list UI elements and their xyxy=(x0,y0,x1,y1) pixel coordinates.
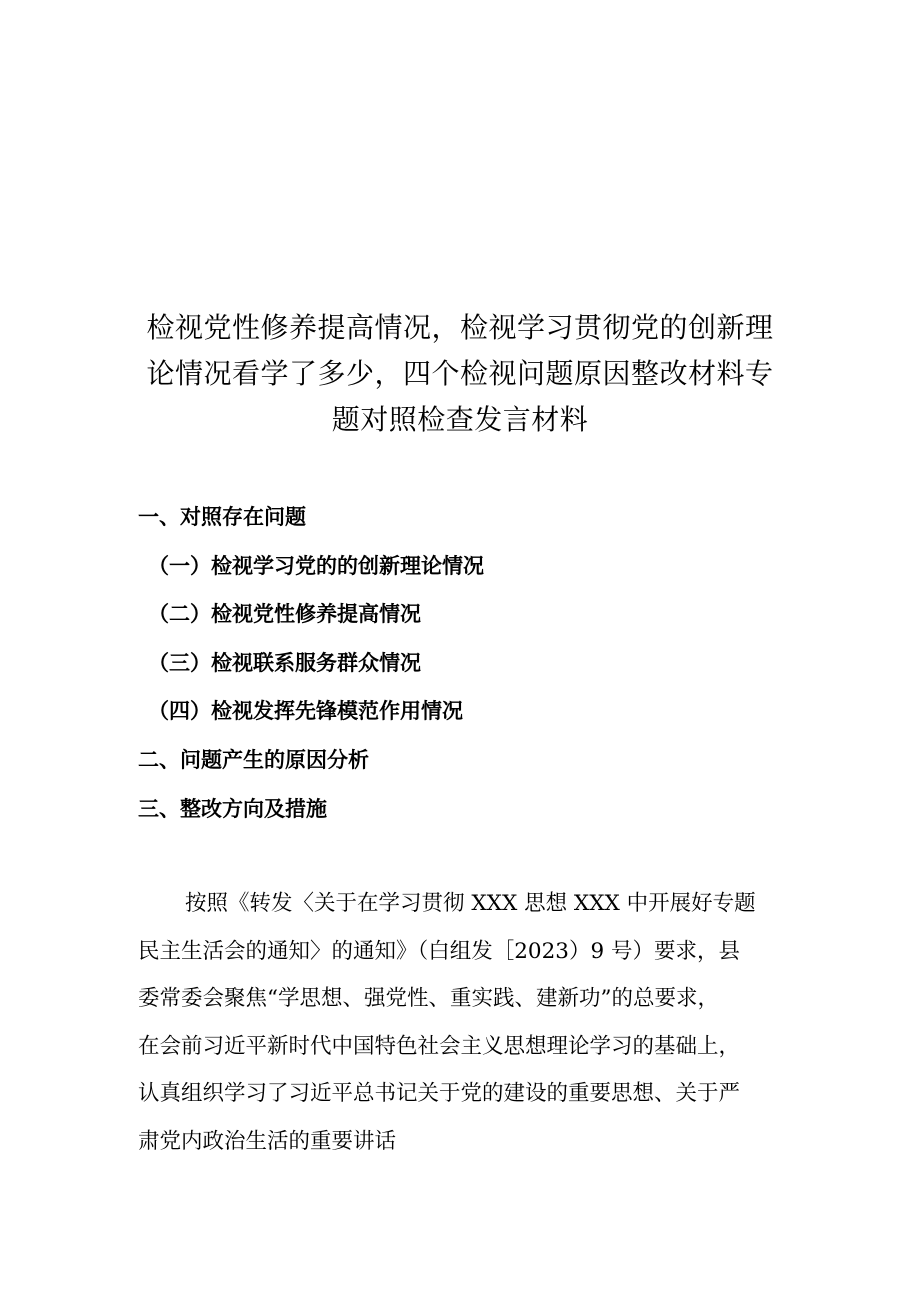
outline-subheading-4: （四）检视发挥先锋模范作用情况 xyxy=(148,699,463,724)
title-line: 题对照检查发言材料 xyxy=(331,403,589,436)
paragraph-line: 肃党内政治生活的重要讲话 xyxy=(138,1128,397,1154)
paragraph-line: 按照《转发〈关于在学习贯彻 XXX 思想 XXX 中开展好专题 xyxy=(185,891,756,916)
outline-subheading-1: （一）检视学习党的的创新理论情况 xyxy=(148,553,484,578)
paragraph-line: 民主生活会的通知〉的通知》（白组发［2023）9 号）要求，县 xyxy=(138,938,740,964)
paragraph-line: 在会前习近平新时代中国特色社会主义思想理论学习的基础上， xyxy=(138,1033,741,1059)
title-line: 论情况看学了多少，四个检视问题原因整改材料专 xyxy=(146,357,774,390)
outline-heading-1: 一、对照存在问题 xyxy=(138,505,306,529)
outline-heading-3: 三、整改方向及措施 xyxy=(138,796,327,821)
document-title xyxy=(140,305,780,443)
title-line: 检视党性修养提高情况，检视学习贯彻党的创新理 xyxy=(146,311,774,344)
paragraph-line: 认真组织学习了习近平总书记关于党的建设的重要思想、关于严 xyxy=(138,1081,741,1106)
outline-subheading-3: （三）检视联系服务群众情况 xyxy=(148,650,421,675)
body-paragraph xyxy=(138,880,798,1165)
outline-heading-2: 二、问题产生的原因分析 xyxy=(138,747,369,772)
outline-subheading-2: （二）检视党性修养提高情况 xyxy=(148,602,421,627)
paragraph-line: 委常委会聚焦“学思想、强党性、重实践、建新功”的总要求， xyxy=(138,986,719,1011)
outline xyxy=(138,498,798,838)
